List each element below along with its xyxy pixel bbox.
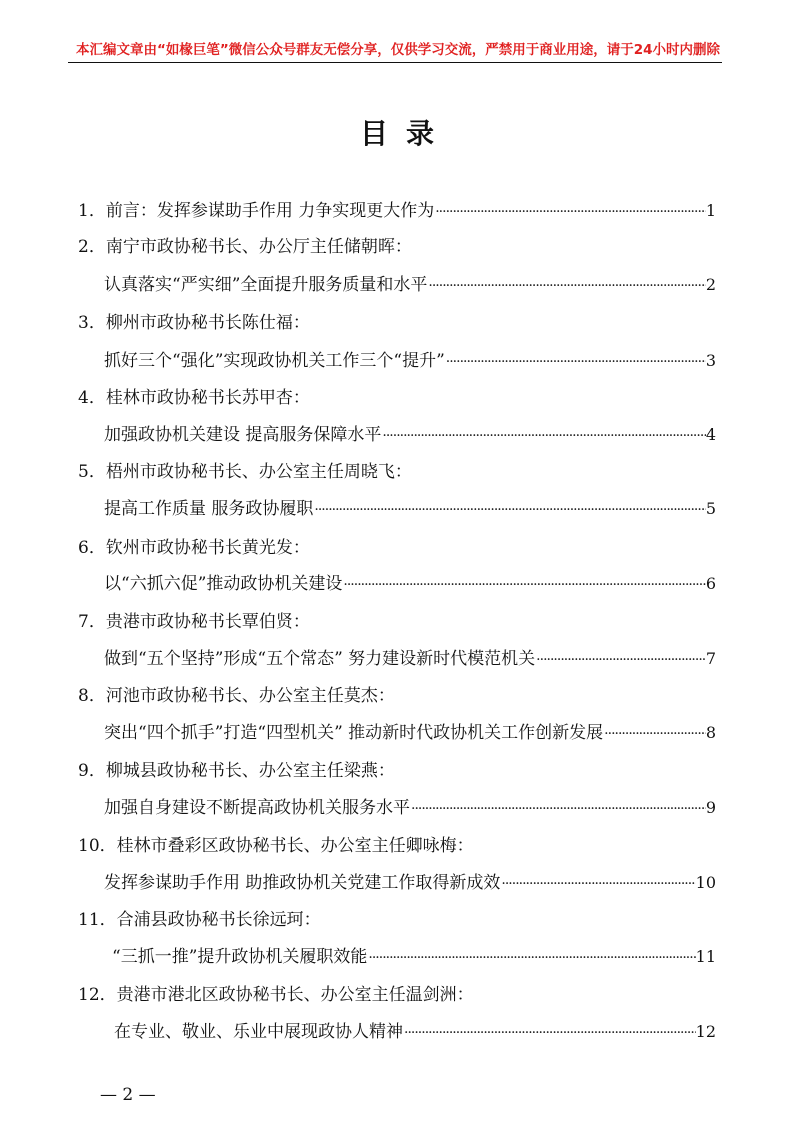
toc-entry-7[interactable] (104, 644, 716, 674)
dot-leader (535, 645, 706, 675)
header-divider (68, 62, 722, 63)
toc-entry-text: 加强政协机关建设 提高服务保障水平 (104, 425, 382, 445)
toc-page-number: 9 (705, 798, 716, 817)
toc-heading-11: 11．合浦县政协秘书长徐远珂： (78, 910, 321, 930)
toc-title: 目录 (359, 117, 452, 150)
dot-leader (603, 719, 706, 749)
toc-entry-text: 发挥参谋助手作用 助推政协机关党建工作取得新成效 (104, 873, 501, 893)
toc-entry-9[interactable] (104, 793, 716, 823)
toc-page-number: 11 (695, 947, 716, 966)
toc-entry-text: “三抓一推”提升政协机关履职效能 (112, 947, 368, 967)
toc-entry-4[interactable] (104, 420, 716, 450)
toc-page-number: 7 (705, 649, 716, 668)
toc-heading-12: 12．贵港市港北区政协秘书长、办公室主任温剑洲： (78, 985, 474, 1005)
dot-leader (367, 943, 695, 973)
toc-entry-8[interactable] (104, 718, 716, 748)
toc-page-number: 6 (705, 574, 716, 593)
toc-page-number: 2 (705, 275, 716, 294)
toc-page-number: 8 (705, 723, 716, 742)
toc-entry-text: 以“六抓六促”推动政协机关建设 (104, 574, 343, 594)
toc-entry-text: 做到“五个坚持”形成“五个常态” 努力建设新时代模范机关 (104, 649, 536, 669)
toc-page-number: 5 (705, 499, 716, 518)
dot-leader (500, 869, 695, 899)
toc-page-number: 10 (695, 873, 716, 892)
toc-entry-10[interactable] (104, 868, 716, 898)
toc-entry-11[interactable] (112, 942, 716, 972)
toc-entry-3[interactable] (104, 346, 716, 376)
toc-entry-text: 加强自身建设不断提高政协机关服务水平 (104, 798, 410, 818)
toc-entry-6[interactable] (104, 569, 716, 599)
toc-entry-2[interactable] (104, 270, 716, 300)
toc-page-number: 4 (705, 425, 716, 444)
toc-heading-2: 2．南宁市政协秘书长、办公厅主任储朝晖： (78, 237, 412, 257)
toc-entry-1[interactable] (78, 196, 716, 226)
toc-entry-text: 提高工作质量 服务政协履职 (104, 499, 314, 519)
toc-heading-6: 6．钦州市政协秘书长黄光发： (78, 538, 310, 558)
header-notice: 本汇编文章由“如椽巨笔”微信公众号群友无偿分享，仅供学习交流，严禁用于商业用途，请于24小时内删除 (75, 42, 721, 58)
dot-leader (434, 197, 706, 227)
toc-entry-text: 认真落实“严实细”全面提升服务质量和水平 (104, 275, 428, 295)
toc-heading-5: 5．梧州市政协秘书长、办公室主任周晓飞： (78, 462, 412, 482)
toc-entry-12[interactable] (114, 1017, 716, 1047)
page-number-footer: — 2 — (100, 1085, 156, 1105)
dot-leader (403, 1018, 696, 1048)
toc-entry-text: 抓好三个“强化”实现政协机关工作三个“提升” (104, 351, 445, 371)
toc-heading-8: 8．河池市政协秘书长、办公室主任莫杰： (78, 686, 395, 706)
dot-leader (445, 347, 706, 377)
toc-page-number: 3 (705, 351, 716, 370)
toc-heading-3: 3．柳州市政协秘书长陈仕福： (78, 313, 310, 333)
toc-entry-5[interactable] (104, 494, 716, 524)
toc-page-number: 12 (695, 1022, 716, 1041)
dot-leader (381, 421, 705, 451)
toc-heading-7: 7．贵港市政协秘书长覃伯贤： (78, 612, 310, 632)
toc-page-number: 1 (705, 201, 716, 220)
toc-heading-10: 10．桂林市叠彩区政协秘书长、办公室主任卿咏梅： (78, 836, 474, 856)
dot-leader (427, 271, 705, 301)
toc-heading-4: 4．桂林市政协秘书长苏甲杏： (78, 388, 310, 408)
toc-entry-text: 1．前言：发挥参谋助手作用 力争实现更大作为 (78, 201, 435, 221)
toc-entry-text: 在专业、敬业、乐业中展现政协人精神 (114, 1022, 403, 1042)
toc-entry-text: 突出“四个抓手”打造“四型机关” 推动新时代政协机关工作创新发展 (104, 723, 604, 743)
toc-heading-9: 9．柳城县政协秘书长、办公室主任梁燕： (78, 761, 395, 781)
dot-leader (410, 794, 706, 824)
dot-leader (342, 570, 705, 600)
dot-leader (313, 495, 705, 525)
